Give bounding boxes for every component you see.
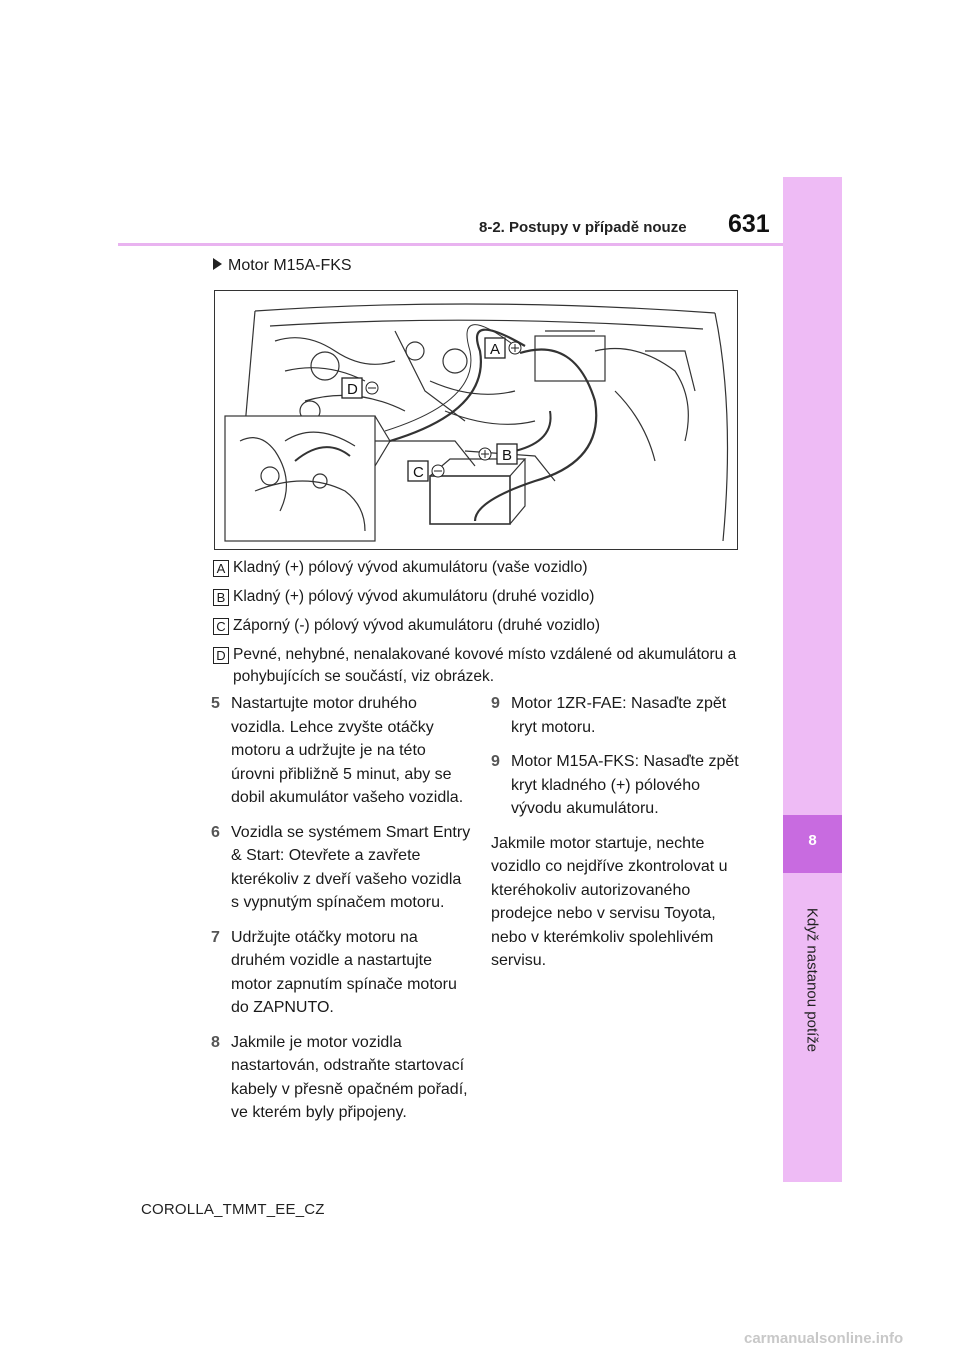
step-item	[491, 692, 753, 739]
step-text: Motor 1ZR-FAE: Nasaďte zpět kryt motoru.	[511, 695, 727, 736]
steps-left-column	[211, 692, 473, 1136]
step-text: Nastartujte motor druhého vozidla. Lehce zvyšte otáčky motoru a udržujte je na této úrovni přibližně 5 minut, aby se dobil akumulátor vašeho vozidla.	[231, 695, 464, 806]
variant-heading	[213, 257, 352, 275]
chapter-title: Když nastanou potíže	[803, 907, 821, 1053]
engine-bay-drawing	[215, 291, 738, 550]
legend-item-d	[213, 644, 753, 688]
callout-a-label: A	[490, 341, 501, 358]
step-text: Jakmile je motor vozidla nastartován, odstraňte startovací kabely v přesně opačném pořadí, ve kterém byly připojeny.	[231, 1033, 468, 1121]
step-number: 8	[211, 1033, 220, 1051]
callout-c-label: C	[413, 464, 424, 481]
legend-item-b	[213, 586, 753, 608]
legend-text: Pevné, nehybné, nenalakované kovové místo vzdálené od akumulátoru a pohybujících se součástí, viz obrázek.	[233, 646, 737, 685]
legend-letter: D	[213, 647, 229, 664]
step-text: Udržujte otáčky motoru na druhém vozidle a nastartujte motor zapnutím spínače motoru do ZAPNUTO.	[231, 928, 457, 1016]
document-footer: COROLLA_TMMT_EE_CZ	[141, 1201, 325, 1218]
step-number: 5	[211, 695, 220, 712]
variant-heading-text: Motor M15A-FKS	[228, 257, 352, 274]
legend-text: Kladný (+) pólový vývod akumulátoru (druhé vozidlo)	[233, 588, 595, 605]
chapter-number: 8	[808, 832, 817, 849]
step-text: Motor M15A-FKS: Nasaďte zpět kryt kladného (+) pólového vývodu akumulátoru.	[511, 753, 739, 817]
steps-right-column	[491, 692, 753, 973]
legend-text: Kladný (+) pólový vývod akumulátoru (vaše vozidlo)	[233, 559, 588, 576]
page-number: 631	[728, 210, 770, 238]
step-number: 9	[491, 695, 500, 712]
callout-d-label: D	[347, 381, 358, 398]
step-number: 7	[211, 928, 220, 946]
header-divider	[118, 243, 783, 246]
legend-text: Záporný (-) pólový vývod akumulátoru (druhé vozidlo)	[233, 617, 600, 634]
step-number: 6	[211, 823, 220, 841]
step-text: Vozidla se systémem Smart Entry & Start: Otevřete a zavřete kterékoliv z dveří vašeho vozidla s vypnutým spínačem motoru.	[231, 823, 471, 911]
engine-bay-illustration	[214, 290, 738, 550]
step-item	[211, 1031, 473, 1125]
legend-letter: B	[213, 589, 229, 606]
step-item	[211, 926, 473, 1020]
step-item	[491, 750, 753, 821]
watermark: carmanualsonline.info	[744, 1330, 904, 1347]
section-title: 8-2. Postupy v případě nouze	[479, 219, 687, 236]
triangle-bullet-icon	[213, 258, 222, 270]
legend-letter: C	[213, 618, 229, 635]
legend-item-c	[213, 615, 753, 637]
figure-legend	[213, 557, 753, 695]
legend-item-a	[213, 557, 753, 579]
step-item	[211, 692, 473, 810]
closing-paragraph: Jakmile motor startuje, nechte vozidlo co nejdříve zkontrolovat u kteréhokoliv autorizovaného prodejce nebo v servisu Toyota, nebo v kterémkoliv spolehlivém servisu.	[491, 834, 728, 969]
legend-letter: A	[213, 560, 229, 577]
callout-b-label: B	[502, 447, 513, 464]
step-number: 9	[491, 753, 500, 770]
step-item	[211, 821, 473, 915]
chapter-number-box	[783, 815, 842, 873]
